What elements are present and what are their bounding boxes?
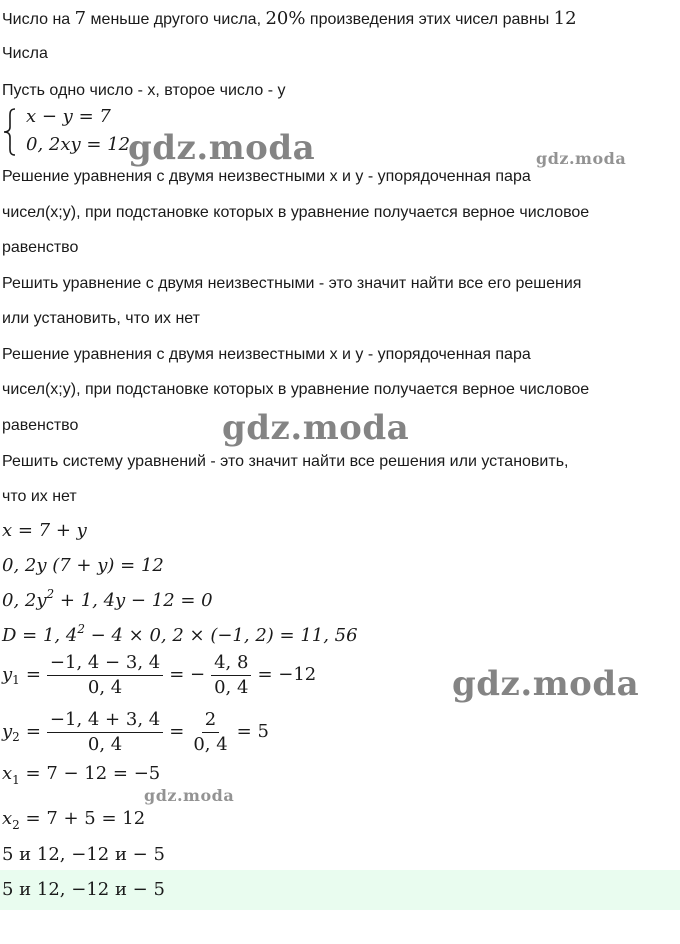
task-text-c: произведения этих чисел равны bbox=[305, 11, 554, 28]
step-root-y2: y 2 = $\frac{-1, 4 + 3, 4}{0, 4}$ = $\frac{2}{0, 4}$ = 5 bbox=[2, 708, 269, 755]
step-express-x: x = 7 + y bbox=[2, 520, 87, 541]
fraction: $\frac{4, 8}{0, 4}$ bbox=[211, 653, 251, 698]
step-quadratic: 0, $2y^2 + 1$, 4y − 12 = 0 bbox=[2, 587, 213, 611]
let-statement: Пусть одно число - х, второе число - у bbox=[2, 82, 286, 99]
fraction: $\frac{-1, 4 + 3, 4}{0, 4}$ bbox=[47, 710, 163, 755]
definition-line: Решение уравнения с двумя неизвестными х и у - упорядоченная пара bbox=[2, 346, 531, 363]
step-root-x1: $x_1 = 7 - 12 = -5$ bbox=[2, 763, 161, 787]
definition-line: Решить уравнение с двумя неизвестными - это значит найти все его решения bbox=[2, 275, 582, 292]
fraction: $\frac{-1, 4 - 3, 4}{0, 4}$ bbox=[47, 653, 163, 698]
fraction: $\frac{2}{0, 4}$ bbox=[193, 708, 228, 755]
definition-line: чисел(х;у), при подстановке которых в уравнение получается верное числовое bbox=[2, 204, 590, 221]
step-root-x2: $x_2 = 7 + 5 = 12$ bbox=[2, 808, 146, 832]
section-label: Числа bbox=[2, 45, 48, 62]
definition-line: Решение уравнения с двумя неизвестными х и у - упорядоченная пара bbox=[2, 168, 531, 185]
watermark-logo: gdz.moda bbox=[128, 128, 316, 168]
answer-text: 5 и 12, −12 и − 5 bbox=[2, 879, 165, 900]
definition-line: равенство bbox=[2, 417, 79, 434]
definition-line: что их нет bbox=[2, 488, 77, 505]
watermark-logo: gdz.moda bbox=[452, 664, 640, 704]
watermark-logo: gdz.moda bbox=[222, 408, 410, 448]
step-root-y1: y 1 = $\frac{-1, 4 - 3, 4}{0, 4}$ = − $\frac{4, 8}{0, 4}$ = −12 bbox=[2, 651, 317, 698]
system-equation-1: x − y = 7 bbox=[26, 106, 111, 127]
step-solution-pairs: 5 и 12, −12 и − 5 bbox=[2, 844, 165, 865]
step-substitute: 0, 2y (7 + y) = 12 bbox=[2, 555, 164, 576]
step-discriminant: D = 1, $4^2 - 4 \times 0$, 2 × (−1, 2) = 11, 56 bbox=[2, 622, 358, 646]
definition-line: Решить систему уравнений - это значит найти все решения или установить, bbox=[2, 453, 569, 470]
definition-line: чисел(х;у), при подстановке которых в уравнение получается верное числовое bbox=[2, 381, 590, 398]
definition-line: или установить, что их нет bbox=[2, 310, 200, 327]
task-statement bbox=[2, 8, 577, 30]
task-number-c: 12 bbox=[553, 8, 577, 29]
watermark-logo: gdz.moda bbox=[536, 149, 627, 168]
system-brace-icon bbox=[2, 108, 18, 156]
answer-box bbox=[0, 870, 680, 910]
task-text-b: меньше другого числа, bbox=[86, 11, 266, 28]
definition-line: равенство bbox=[2, 239, 79, 256]
system-equation-2: 0, 2xy = 12 bbox=[26, 134, 131, 155]
task-number-a: 7 bbox=[74, 8, 87, 29]
task-number-b: 20% bbox=[265, 8, 306, 29]
watermark-logo: gdz.moda bbox=[144, 786, 235, 805]
task-text-a: Число на bbox=[2, 11, 75, 28]
